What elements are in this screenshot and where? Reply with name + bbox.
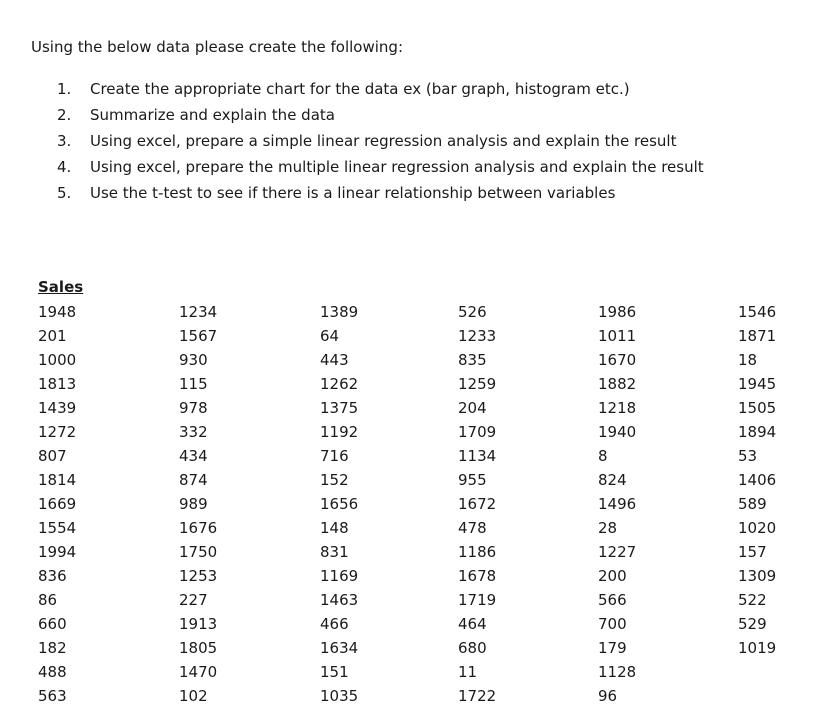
task-text: Using excel, prepare a simple linear regression analysis and explain the result	[90, 132, 677, 150]
table-row	[38, 517, 798, 541]
table-row	[38, 565, 798, 589]
table-row	[38, 301, 798, 325]
table-cell: 1233	[458, 327, 497, 345]
task-list	[57, 78, 704, 208]
table-cell: 930	[179, 351, 208, 369]
table-cell: 148	[320, 519, 349, 537]
table-cell: 1505	[738, 399, 777, 417]
table-row	[38, 589, 798, 613]
table-cell: 1634	[320, 639, 359, 657]
table-cell: 1375	[320, 399, 359, 417]
table-cell: 28	[598, 519, 618, 537]
table-cell: 1019	[738, 639, 777, 657]
table-cell: 1669	[38, 495, 77, 513]
table-cell: 151	[320, 663, 349, 681]
table-cell: 1670	[598, 351, 637, 369]
table-cell: 478	[458, 519, 487, 537]
table-cell: 1496	[598, 495, 637, 513]
table-cell: 1262	[320, 375, 359, 393]
task-number: 3.	[57, 132, 72, 150]
task-item	[57, 78, 704, 104]
table-cell: 200	[598, 567, 627, 585]
table-cell: 1814	[38, 471, 77, 489]
table-row	[38, 613, 798, 637]
table-cell: 1722	[458, 687, 497, 705]
task-number: 1.	[57, 80, 72, 98]
table-cell: 529	[738, 615, 767, 633]
table-cell: 179	[598, 639, 627, 657]
table-cell: 1259	[458, 375, 497, 393]
task-item	[57, 182, 704, 208]
table-cell: 434	[179, 447, 208, 465]
table-cell: 831	[320, 543, 349, 561]
table-cell: 526	[458, 303, 487, 321]
table-cell: 201	[38, 327, 67, 345]
table-row	[38, 445, 798, 469]
table-cell: 680	[458, 639, 487, 657]
table-cell: 1945	[738, 375, 777, 393]
table-cell: 1272	[38, 423, 77, 441]
table-cell: 1805	[179, 639, 218, 657]
task-text: Summarize and explain the data	[90, 106, 335, 124]
table-row	[38, 373, 798, 397]
table-cell: 1554	[38, 519, 77, 537]
table-cell: 1169	[320, 567, 359, 585]
table-cell: 227	[179, 591, 208, 609]
table-cell: 1871	[738, 327, 777, 345]
table-cell: 86	[38, 591, 58, 609]
table-cell: 115	[179, 375, 208, 393]
table-cell: 157	[738, 543, 767, 561]
table-cell: 1940	[598, 423, 637, 441]
table-row	[38, 325, 798, 349]
table-cell: 1986	[598, 303, 637, 321]
table-cell: 1567	[179, 327, 218, 345]
task-number: 4.	[57, 158, 72, 176]
table-cell: 978	[179, 399, 208, 417]
table-cell: 1309	[738, 567, 777, 585]
table-cell: 1678	[458, 567, 497, 585]
table-cell: 1994	[38, 543, 77, 561]
table-cell: 1546	[738, 303, 777, 321]
table-cell: 1134	[458, 447, 497, 465]
task-item	[57, 156, 704, 182]
table-cell: 566	[598, 591, 627, 609]
table-cell: 836	[38, 567, 67, 585]
table-cell: 1813	[38, 375, 77, 393]
table-cell: 716	[320, 447, 349, 465]
table-cell: 1192	[320, 423, 359, 441]
table-cell: 1011	[598, 327, 637, 345]
table-cell: 1672	[458, 495, 497, 513]
table-cell: 1020	[738, 519, 777, 537]
table-cell: 989	[179, 495, 208, 513]
sales-heading: Sales	[38, 278, 84, 296]
table-cell: 488	[38, 663, 67, 681]
table-cell: 1894	[738, 423, 777, 441]
table-cell: 1389	[320, 303, 359, 321]
task-text: Use the t-test to see if there is a linear relationship between variables	[90, 184, 616, 202]
table-row	[38, 349, 798, 373]
table-cell: 1470	[179, 663, 218, 681]
table-cell: 96	[598, 687, 618, 705]
table-cell: 443	[320, 351, 349, 369]
table-cell: 1439	[38, 399, 77, 417]
table-cell: 1676	[179, 519, 218, 537]
table-cell: 1000	[38, 351, 77, 369]
table-row	[38, 661, 798, 685]
table-cell: 1750	[179, 543, 218, 561]
task-text: Using excel, prepare the multiple linear regression analysis and explain the result	[90, 158, 704, 176]
table-cell: 1463	[320, 591, 359, 609]
task-item	[57, 104, 704, 130]
table-cell: 1234	[179, 303, 218, 321]
table-cell: 1035	[320, 687, 359, 705]
table-cell: 1218	[598, 399, 637, 417]
table-cell: 1186	[458, 543, 497, 561]
table-cell: 64	[320, 327, 340, 345]
table-cell: 204	[458, 399, 487, 417]
task-item	[57, 130, 704, 156]
table-cell: 1406	[738, 471, 777, 489]
table-cell: 1882	[598, 375, 637, 393]
table-row	[38, 541, 798, 565]
table-cell: 1253	[179, 567, 218, 585]
table-cell: 1656	[320, 495, 359, 513]
table-cell: 466	[320, 615, 349, 633]
table-cell: 835	[458, 351, 487, 369]
task-number: 2.	[57, 106, 72, 124]
table-cell: 1948	[38, 303, 77, 321]
table-row	[38, 397, 798, 421]
table-cell: 700	[598, 615, 627, 633]
table-cell: 1709	[458, 423, 497, 441]
table-cell: 1128	[598, 663, 637, 681]
table-cell: 955	[458, 471, 487, 489]
table-cell: 1913	[179, 615, 218, 633]
table-cell: 182	[38, 639, 67, 657]
table-row	[38, 421, 798, 445]
intro-text: Using the below data please create the following:	[31, 38, 404, 56]
sales-data-table	[38, 301, 798, 709]
task-number: 5.	[57, 184, 72, 202]
table-cell: 660	[38, 615, 67, 633]
table-cell: 102	[179, 687, 208, 705]
table-cell: 1227	[598, 543, 637, 561]
table-cell: 1719	[458, 591, 497, 609]
table-cell: 563	[38, 687, 67, 705]
table-cell: 589	[738, 495, 767, 513]
table-cell: 807	[38, 447, 67, 465]
table-cell: 53	[738, 447, 758, 465]
table-cell: 18	[738, 351, 758, 369]
table-cell: 152	[320, 471, 349, 489]
table-cell: 332	[179, 423, 208, 441]
table-cell: 522	[738, 591, 767, 609]
table-row	[38, 493, 798, 517]
task-text: Create the appropriate chart for the data ex (bar graph, histogram etc.)	[90, 80, 630, 98]
table-cell: 464	[458, 615, 487, 633]
table-cell: 824	[598, 471, 627, 489]
table-row	[38, 637, 798, 661]
table-cell: 11	[458, 663, 478, 681]
table-row	[38, 685, 798, 709]
table-cell: 874	[179, 471, 208, 489]
table-row	[38, 469, 798, 493]
table-cell: 8	[598, 447, 608, 465]
